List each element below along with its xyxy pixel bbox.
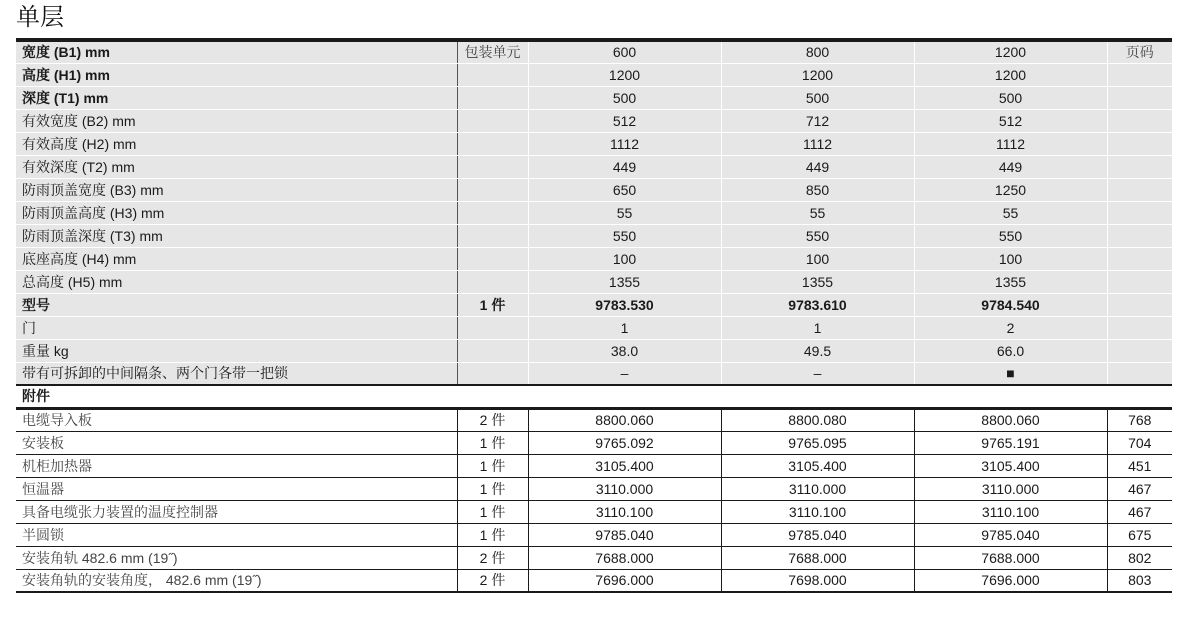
accessory-part-number: 7696.000 [914,569,1107,592]
table-row [16,201,1172,224]
row-value: 1200 [721,63,914,86]
row-value: ■ [914,362,1107,385]
table-row [16,178,1172,201]
row-value: 9783.530 [528,293,721,316]
table-row [16,40,1172,63]
row-unit [457,362,528,385]
row-value: 650 [528,178,721,201]
table-row [16,270,1172,293]
row-value: 449 [721,155,914,178]
row-value: 500 [914,86,1107,109]
table-row [16,63,1172,86]
row-page [1107,132,1172,155]
row-value: 100 [721,247,914,270]
row-page [1107,224,1172,247]
accessory-name: 机柜加热器 [16,454,457,477]
row-unit [457,201,528,224]
row-label: 门 [16,316,457,339]
width-1200: 1200 [914,40,1107,63]
row-value: 1355 [528,270,721,293]
accessory-page: 704 [1107,431,1172,454]
row-value: 1355 [721,270,914,293]
row-value: 449 [914,155,1107,178]
accessory-name: 恒温器 [16,477,457,500]
row-unit [457,270,528,293]
section-header-accessories [16,385,1172,408]
accessory-row [16,408,1172,431]
accessory-row [16,454,1172,477]
accessory-unit: 2 件 [457,408,528,431]
row-value: – [528,362,721,385]
table-row [16,362,1172,385]
row-value: 49.5 [721,339,914,362]
row-value: 550 [721,224,914,247]
accessory-part-number: 9765.095 [721,431,914,454]
row-value: 100 [914,247,1107,270]
accessory-row [16,431,1172,454]
row-value: 550 [914,224,1107,247]
width-800: 800 [721,40,914,63]
accessory-row [16,569,1172,592]
row-value: 512 [528,109,721,132]
row-value: 500 [528,86,721,109]
accessory-part-number: 3110.100 [914,500,1107,523]
row-page [1107,316,1172,339]
accessory-part-number: 3110.100 [528,500,721,523]
row-unit [457,63,528,86]
accessory-row [16,477,1172,500]
row-value: 712 [721,109,914,132]
table-row [16,339,1172,362]
row-value: 1200 [528,63,721,86]
accessory-part-number: 8800.060 [914,408,1107,431]
row-value: 850 [721,178,914,201]
accessory-part-number: 7688.000 [528,546,721,569]
row-label [16,86,457,109]
accessory-part-number: 3105.400 [528,454,721,477]
accessory-unit: 1 件 [457,431,528,454]
accessory-page: 802 [1107,546,1172,569]
accessory-name: 安装板 [16,431,457,454]
table-row [16,86,1172,109]
table-row [16,293,1172,316]
row-value: 512 [914,109,1107,132]
accessory-part-number: 7696.000 [528,569,721,592]
row-label [16,40,457,63]
row-label: 带有可拆卸的中间隔条、两个门各带一把锁 [16,362,457,385]
row-unit [457,86,528,109]
row-value: 55 [914,201,1107,224]
row-label: 底座高度 (H4) mm [16,247,457,270]
page-title: 单层 [16,4,64,31]
row-value: 2 [914,316,1107,339]
accessory-name: 电缆导入板 [16,408,457,431]
row-value: 1250 [914,178,1107,201]
accessory-part-number: 3110.100 [721,500,914,523]
accessory-part-number: 7698.000 [721,569,914,592]
accessory-row [16,523,1172,546]
accessory-page: 675 [1107,523,1172,546]
row-value: 55 [528,201,721,224]
accessory-unit: 2 件 [457,546,528,569]
row-value: 100 [528,247,721,270]
row-value: 1112 [721,132,914,155]
page-header: 页码 [1107,40,1172,63]
table-row [16,132,1172,155]
accessory-unit: 1 件 [457,523,528,546]
row-page [1107,155,1172,178]
accessory-page: 768 [1107,408,1172,431]
row-value: 1 [721,316,914,339]
row-label: 防雨顶盖宽度 (B3) mm [16,178,457,201]
row-value: 1112 [914,132,1107,155]
accessory-part-number: 9765.191 [914,431,1107,454]
row-value: 500 [721,86,914,109]
row-page [1107,201,1172,224]
row-page [1107,178,1172,201]
row-label: 防雨顶盖高度 (H3) mm [16,201,457,224]
row-value: 1112 [528,132,721,155]
accessory-unit: 2 件 [457,569,528,592]
row-label-bold: 宽度 (B1) mm [22,44,110,61]
unit-header: 包装单元 [457,40,528,63]
accessory-name: 半圆锁 [16,523,457,546]
row-value: 55 [721,201,914,224]
accessory-unit: 1 件 [457,477,528,500]
row-unit [457,155,528,178]
accessory-part-number: 9785.040 [721,523,914,546]
row-page [1107,247,1172,270]
accessory-part-number: 3110.000 [528,477,721,500]
row-value: 66.0 [914,339,1107,362]
row-value: 9784.540 [914,293,1107,316]
accessory-part-number: 7688.000 [914,546,1107,569]
table-row [16,155,1172,178]
spec-table-body [16,40,1172,592]
accessory-part-number: 3105.400 [914,454,1107,477]
row-label [16,63,457,86]
row-page [1107,63,1172,86]
row-value: – [721,362,914,385]
accessory-part-number: 8800.080 [721,408,914,431]
row-label-bold: 高度 (H1) mm [22,66,110,83]
accessory-part-number: 7688.000 [721,546,914,569]
spec-table [16,38,1172,593]
row-page [1107,339,1172,362]
row-label: 防雨顶盖深度 (T3) mm [16,224,457,247]
accessory-part-number: 3105.400 [721,454,914,477]
row-unit [457,109,528,132]
row-unit [457,247,528,270]
row-page [1107,109,1172,132]
table-row [16,316,1172,339]
row-label-bold: 深度 (T1) mm [22,89,109,106]
row-label: 总高度 (H5) mm [16,270,457,293]
row-label: 重量 kg [16,339,457,362]
accessory-part-number: 9785.040 [914,523,1107,546]
row-value: 1200 [914,63,1107,86]
row-unit [457,178,528,201]
row-unit [457,316,528,339]
accessory-name: 具备电缆张力装置的温度控制器 [16,500,457,523]
accessory-page: 451 [1107,454,1172,477]
row-page [1107,86,1172,109]
row-value: 9783.610 [721,293,914,316]
row-value: 1355 [914,270,1107,293]
row-page [1107,362,1172,385]
row-value: 449 [528,155,721,178]
accessory-part-number: 3110.000 [721,477,914,500]
accessory-part-number: 9765.092 [528,431,721,454]
row-unit [457,339,528,362]
accessory-name: 安装角轨的安装角度， 482.6 mm (19˝) [16,569,457,592]
row-label: 有效高度 (H2) mm [16,132,457,155]
row-label: 型号 [16,293,457,316]
accessory-row [16,546,1172,569]
table-row [16,109,1172,132]
accessory-part-number: 8800.060 [528,408,721,431]
row-value: 38.0 [528,339,721,362]
table-row [16,224,1172,247]
table-row [16,247,1172,270]
row-label: 有效深度 (T2) mm [16,155,457,178]
accessory-part-number: 3110.000 [914,477,1107,500]
accessory-page: 467 [1107,500,1172,523]
row-unit: 1 件 [457,293,528,316]
row-unit [457,224,528,247]
accessory-unit: 1 件 [457,454,528,477]
row-unit [457,132,528,155]
accessory-page: 467 [1107,477,1172,500]
accessory-row [16,500,1172,523]
accessory-name: 安装角轨 482.6 mm (19˝) [16,546,457,569]
row-value: 550 [528,224,721,247]
accessory-unit: 1 件 [457,500,528,523]
section-title: 附件 [16,385,1172,408]
row-value: 1 [528,316,721,339]
row-page [1107,270,1172,293]
width-600: 600 [528,40,721,63]
row-page [1107,293,1172,316]
accessory-part-number: 9785.040 [528,523,721,546]
accessory-page: 803 [1107,569,1172,592]
row-label: 有效宽度 (B2) mm [16,109,457,132]
